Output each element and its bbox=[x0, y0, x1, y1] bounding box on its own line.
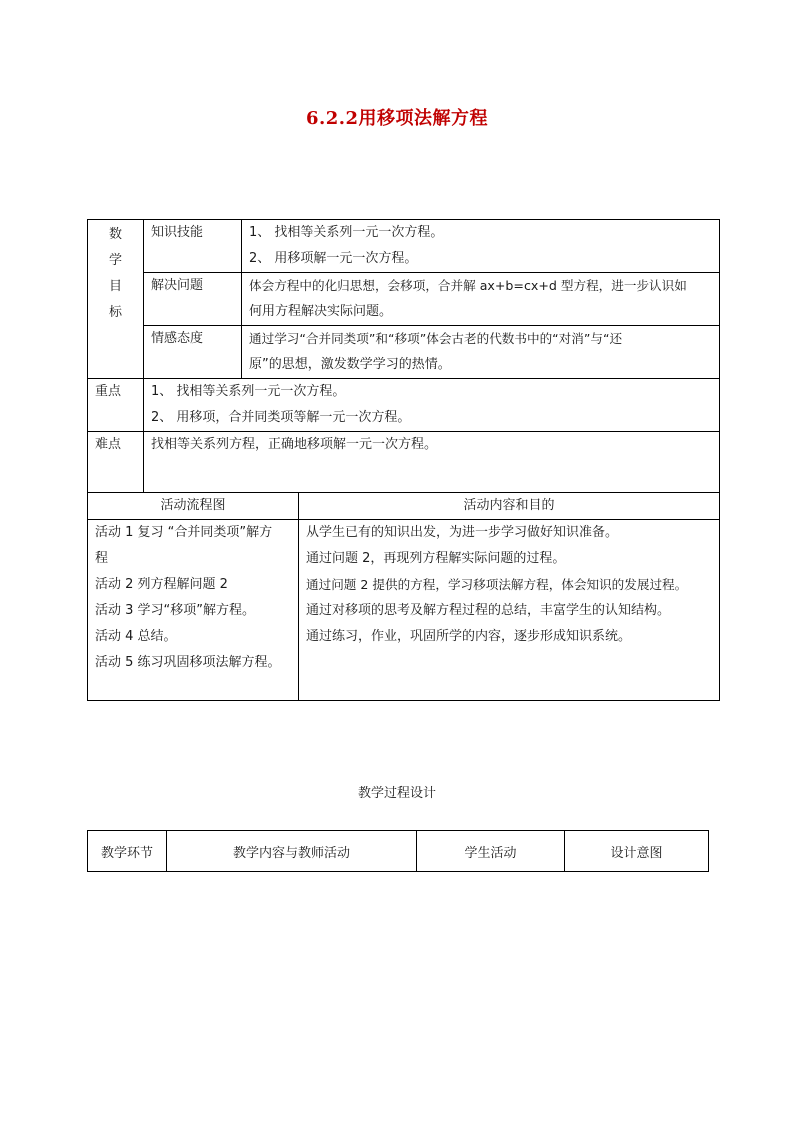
objective-line: 体会方程中的化归思想，会移项，合并解 ax+b=cx+d 型方程，进一步认识如 bbox=[249, 278, 687, 293]
objectives-table bbox=[87, 219, 720, 493]
activity-content-line: 通过对移项的思考及解方程过程的总结，丰富学生的认知结构。 bbox=[306, 603, 671, 618]
activity-content-line: 通过问题 2，再现列方程解实际问题的过程。 bbox=[306, 551, 566, 566]
category-char: 目 bbox=[108, 279, 122, 294]
process-header: 学生活动 bbox=[417, 831, 565, 872]
process-header: 设计意图 bbox=[565, 831, 709, 872]
activity-content-line: 从学生已有的知识出发，为进一步学习做好知识准备。 bbox=[306, 525, 619, 540]
key-point-line: 2、 用移项，合并同类项等解一元一次方程。 bbox=[151, 410, 411, 425]
process-header-row bbox=[88, 831, 709, 872]
difficulties-row bbox=[88, 432, 720, 493]
activity-flow-line: 活动 1 复习 “合并同类项”解方 bbox=[95, 525, 273, 540]
objective-line: 2、 用移项解一元一次方程。 bbox=[249, 251, 418, 266]
activity-flow-list bbox=[88, 520, 299, 701]
activity-content-line: 通过练习，作业，巩固所学的内容，逐步形成知识系统。 bbox=[306, 629, 632, 644]
activity-flow-line: 活动 4 总结。 bbox=[95, 629, 177, 644]
objective-line: 何用方程解决实际问题。 bbox=[249, 304, 393, 319]
process-header: 教学内容与教师活动 bbox=[167, 831, 417, 872]
objective-row-attitude bbox=[88, 326, 720, 379]
objective-label: 知识技能 bbox=[144, 220, 242, 273]
section-title: 教学过程设计 bbox=[357, 786, 436, 801]
key-points-row bbox=[88, 379, 720, 432]
objectives-category bbox=[88, 220, 144, 379]
category-char: 数 bbox=[108, 227, 122, 242]
activities-table bbox=[87, 492, 720, 701]
activity-flow-line: 活动 2 列方程解问题 2 bbox=[95, 577, 228, 592]
activity-content-list bbox=[299, 520, 720, 701]
objective-label: 情感态度 bbox=[144, 326, 242, 379]
activities-header: 活动流程图 bbox=[88, 493, 299, 520]
difficulties-label: 难点 bbox=[88, 432, 144, 493]
difficulties-text: 找相等关系列方程，正确地移项解一元一次方程。 bbox=[144, 432, 720, 493]
objective-row-knowledge bbox=[88, 220, 720, 273]
objective-line: 通过学习“合并同类项”和“移项”体会古老的代数书中的“对消”与“还 bbox=[249, 331, 623, 346]
category-char: 学 bbox=[108, 253, 122, 268]
activities-body-row bbox=[88, 520, 720, 701]
activity-flow-line: 活动 3 学习“移项”解方程。 bbox=[95, 603, 256, 618]
objective-line: 1、 找相等关系列一元一次方程。 bbox=[249, 225, 444, 240]
key-points-label: 重点 bbox=[88, 379, 144, 432]
activities-header: 活动内容和目的 bbox=[299, 493, 720, 520]
activity-flow-line: 活动 5 练习巩固移项法解方程。 bbox=[95, 655, 281, 670]
process-table bbox=[87, 830, 709, 872]
objective-line: 原”的思想，激发数学学习的热情。 bbox=[249, 357, 451, 372]
activity-flow-line: 程 bbox=[95, 551, 109, 566]
objective-text bbox=[242, 326, 720, 379]
activity-content-line: 通过问题 2 提供的方程，学习移项法解方程，体会知识的发展过程。 bbox=[306, 577, 688, 592]
category-char: 标 bbox=[108, 305, 122, 320]
activities-header-row bbox=[88, 493, 720, 520]
objective-text bbox=[242, 273, 720, 326]
page-title: 6.2.2用移项法解方程 bbox=[305, 108, 489, 129]
objective-text bbox=[242, 220, 720, 273]
key-point-line: 1、 找相等关系列一元一次方程。 bbox=[151, 384, 346, 399]
key-points-text bbox=[144, 379, 720, 432]
process-header: 教学环节 bbox=[88, 831, 167, 872]
objective-label: 解决问题 bbox=[144, 273, 242, 326]
objective-row-problem-solving bbox=[88, 273, 720, 326]
